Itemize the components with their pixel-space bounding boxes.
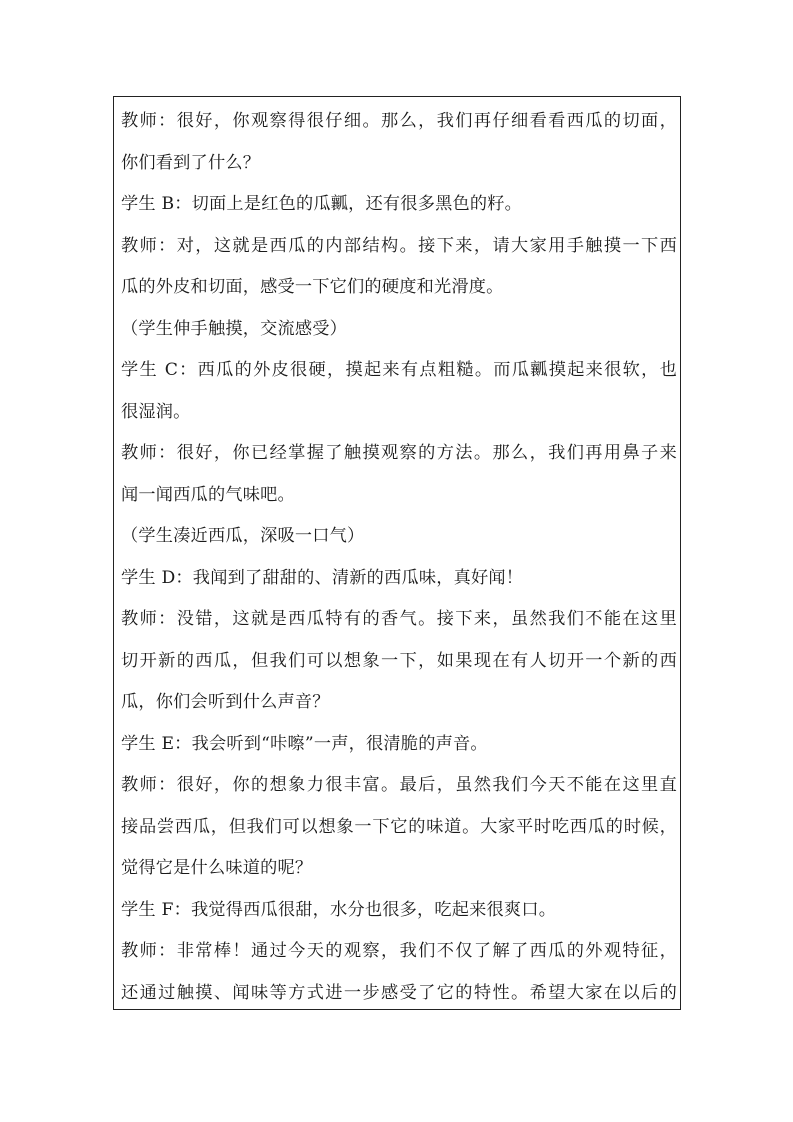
text-line: 接品尝西瓜，但我们可以想象一下它的味道。大家平时吃西瓜的时候， xyxy=(121,816,677,837)
text-line: 教师：非常棒！通过今天的观察，我们不仅了解了西瓜的外观特征， xyxy=(121,941,677,961)
text-line: 教师：没错，这就是西瓜特有的香气。接下来，虽然我们不能在这里 xyxy=(121,609,677,629)
text-line: 瓜的外皮和切面，感受一下它们的硬度和光滑度。 xyxy=(121,277,504,297)
dialogue-table-cell xyxy=(113,96,681,1010)
text-line: 学生 F：我觉得西瓜很甜，水分也很多，吃起来很爽口。 xyxy=(121,899,557,920)
text-line: 教师：对，这就是西瓜的内部结构。接下来，请大家用手触摸一下西 xyxy=(121,235,677,256)
text-line: 瓜，你们会听到什么声音？ xyxy=(121,692,330,712)
text-line: 学生 E：我会听到“咔嚓”一声，很清脆的声音。 xyxy=(121,733,488,754)
text-line: 教师：很好，你的想象力很丰富。最后，虽然我们今天不能在这里直 xyxy=(121,775,677,795)
text-line: 闻一闻西瓜的气味吧。 xyxy=(121,484,295,505)
text-line: 学生 D：我闻到了甜甜的、清新的西瓜味，真好闻！ xyxy=(121,567,524,588)
text-line: 学生 B：切面上是红色的瓜瓤，还有很多黑色的籽。 xyxy=(121,194,523,214)
text-line: （学生伸手触摸，交流感受） xyxy=(121,318,348,339)
text-line: 很湿润。 xyxy=(121,401,191,422)
text-line: （学生凑近西瓜，深吸一口气） xyxy=(121,526,365,546)
text-line: 切开新的西瓜，但我们可以想象一下，如果现在有人切开一个新的西 xyxy=(121,650,677,671)
text-line: 学生 C：西瓜的外皮很硬，摸起来有点粗糙。而瓜瓤摸起来很软，也 xyxy=(121,360,677,380)
text-line: 觉得它是什么味道的呢？ xyxy=(121,858,313,878)
dialogue-text xyxy=(121,101,677,1010)
text-line: 还通过触摸、闻味等方式进一步感受了它的特性。希望大家在以后的 xyxy=(121,982,677,1003)
text-line: 教师：很好，你已经掌握了触摸观察的方法。那么，我们再用鼻子来 xyxy=(121,443,677,463)
text-line: 教师：很好，你观察得很仔细。那么，我们再仔细看看西瓜的切面， xyxy=(121,111,677,131)
text-line: 你们看到了什么？ xyxy=(121,152,261,173)
